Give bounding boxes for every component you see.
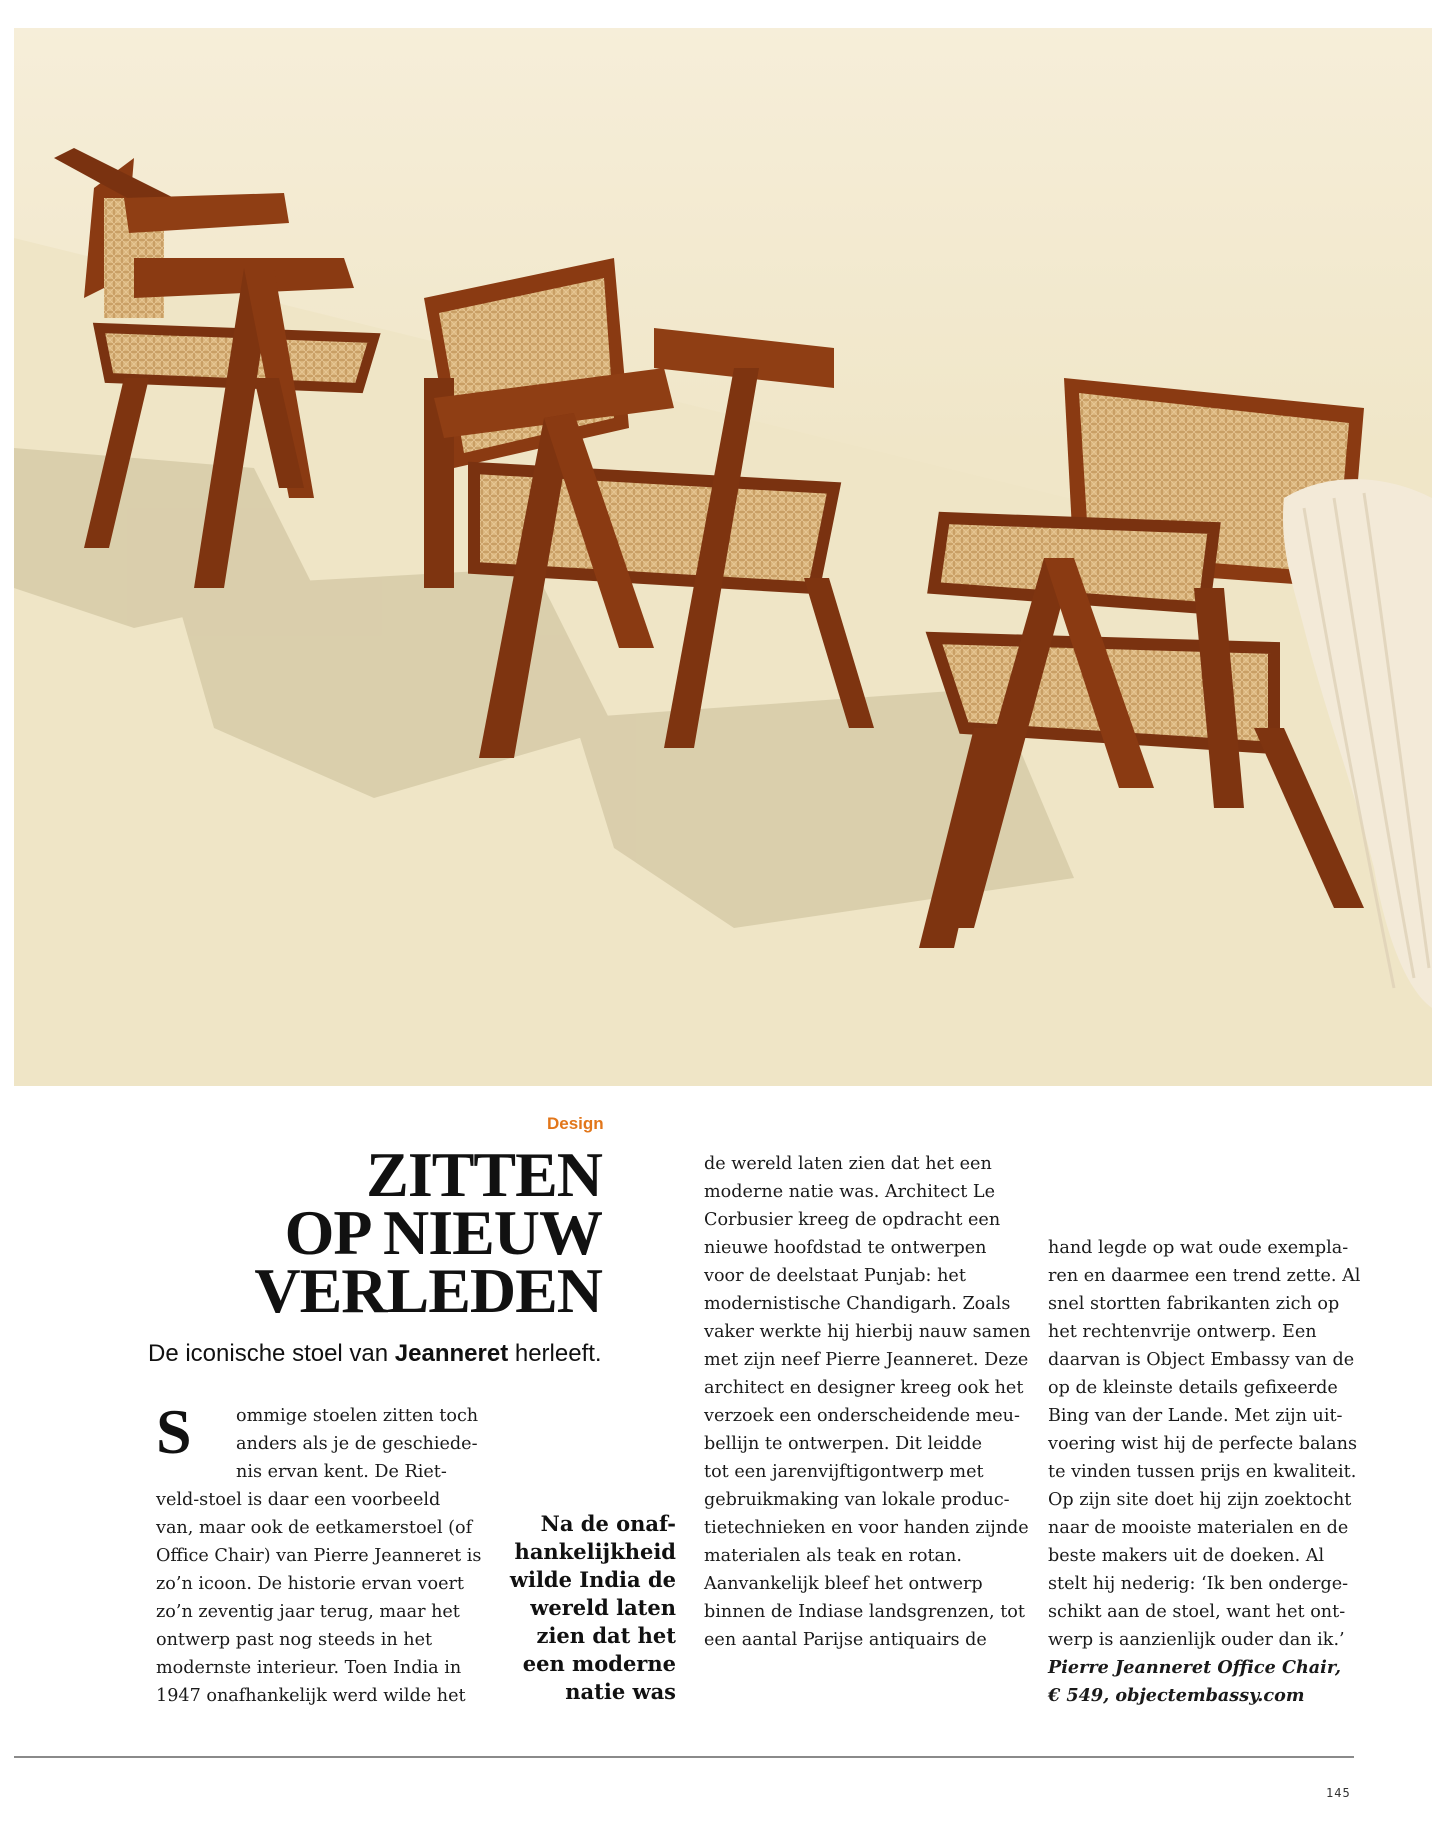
- deck-name: Jeanneret: [394, 1340, 509, 1367]
- pull-quote-line: Na de onaf-: [540, 1511, 676, 1536]
- body-line: materialen als teak en rotan.: [704, 1546, 962, 1566]
- body-line: modernistische Chandigarh. Zoals: [704, 1294, 1011, 1314]
- body-line: tietechnieken en voor handen zijnde: [704, 1518, 1029, 1538]
- headline-line: VERLEDEN: [254, 1255, 602, 1326]
- body-line: stelt hij nederig: ‘Ik ben onderge-: [1048, 1574, 1349, 1594]
- chairs-illustration: [14, 28, 1432, 1086]
- footer-rule: [14, 1756, 1354, 1758]
- body-line: Corbusier kreeg de opdracht een: [704, 1210, 1001, 1230]
- body-line: nieuwe hoofdstad te ontwerpen: [704, 1238, 987, 1258]
- pull-quote-line: hankelijkheid: [514, 1539, 676, 1564]
- pull-quote: [490, 1510, 676, 1706]
- body-line: voor de deelstaat Punjab: het: [704, 1266, 966, 1286]
- body-line: Op zijn site doet hij zijn zoektocht: [1048, 1490, 1352, 1510]
- body-line: anders als je de geschiede-: [236, 1434, 478, 1454]
- product-credit: Pierre Jeanneret Office Chair,: [1048, 1657, 1341, 1678]
- body-line: het rechtenvrije ontwerp. Een: [1048, 1322, 1317, 1342]
- pull-quote-line: wilde India de: [509, 1567, 676, 1592]
- section-kicker: Design: [547, 1114, 604, 1133]
- body-line: vaker werkte hij hierbij nauw samen: [704, 1322, 1031, 1342]
- body-line: zo’n zeventig jaar terug, maar het: [156, 1602, 460, 1622]
- deck-post: herleeft.: [508, 1340, 602, 1367]
- body-line: modernste interieur. Toen India in: [156, 1658, 462, 1678]
- body-line: Aanvankelijk bleef het ontwerp: [704, 1574, 983, 1594]
- headline-line: ZITTEN: [366, 1139, 602, 1210]
- body-line: snel stortten fabrikanten zich op: [1048, 1294, 1340, 1314]
- body-line: ren en daarmee een trend zette. Al: [1048, 1266, 1361, 1286]
- body-line: een aantal Parijse antiquairs de: [704, 1630, 987, 1650]
- body-line: beste makers uit de doeken. Al: [1048, 1546, 1325, 1566]
- body-line: voering wist hij de perfecte balans: [1048, 1434, 1357, 1454]
- body-line: ommige stoelen zitten toch: [236, 1406, 479, 1426]
- body-line: 1947 onafhankelijk werd wilde het: [156, 1686, 466, 1706]
- body-line: van, maar ook de eetkamerstoel (of: [156, 1518, 473, 1538]
- deck: [148, 1340, 618, 1368]
- body-line: architect en designer kreeg ook het: [704, 1378, 1024, 1398]
- body-line: op de kleinste details gefixeerde: [1048, 1378, 1338, 1398]
- body-line: moderne natie was. Architect Le: [704, 1182, 996, 1202]
- body-column-3: [1048, 1234, 1368, 1710]
- product-credit: € 549, objectembassy.com: [1048, 1685, 1305, 1706]
- deck-pre: De iconische stoel van: [148, 1340, 395, 1367]
- body-column-1: [156, 1396, 482, 1710]
- body-line: hand legde op wat oude exempla-: [1048, 1238, 1349, 1258]
- pull-quote-line: een moderne: [522, 1651, 676, 1676]
- body-line: Bing van der Lande. Met zijn uit-: [1048, 1406, 1343, 1426]
- pull-quote-line: zien dat het: [536, 1623, 676, 1648]
- body-line: schikt aan de stoel, want het ont-: [1048, 1602, 1346, 1622]
- body-line: veld-stoel is daar een voorbeeld: [156, 1490, 441, 1510]
- drop-cap: S: [156, 1396, 192, 1467]
- headline-line: OP NIEUW: [284, 1197, 602, 1268]
- body-line: met zijn neef Pierre Jeanneret. Deze: [704, 1350, 1029, 1370]
- body-line: Office Chair) van Pierre Jeanneret is: [156, 1546, 482, 1566]
- body-line: nis ervan kent. De Riet-: [236, 1462, 447, 1482]
- body-line: tot een jarenvijftigontwerp met: [704, 1462, 984, 1482]
- pull-quote-line: natie was: [565, 1679, 676, 1704]
- body-line: daarvan is Object Embassy van de: [1048, 1350, 1355, 1370]
- body-line: zo’n icoon. De historie ervan voert: [156, 1574, 464, 1594]
- body-line: werp is aanzienlijk ouder dan ik.’: [1048, 1630, 1345, 1650]
- body-line: bellijn te ontwerpen. Dit leidde: [704, 1434, 983, 1454]
- pull-quote-line: wereld laten: [530, 1595, 676, 1620]
- body-line: binnen de Indiase landsgrenzen, tot: [704, 1602, 1025, 1622]
- hero-photo: [14, 28, 1432, 1086]
- body-line: te vinden tussen prijs en kwaliteit.: [1048, 1462, 1357, 1482]
- page-number: 145: [1326, 1786, 1351, 1800]
- body-line: gebruikmaking van lokale produc-: [704, 1490, 1010, 1510]
- body-line: de wereld laten zien dat het een: [704, 1154, 992, 1174]
- body-column-2: [704, 1150, 1031, 1654]
- body-line: ontwerp past nog steeds in het: [156, 1630, 433, 1650]
- body-line: naar de mooiste materialen en de: [1048, 1518, 1349, 1538]
- headline: [150, 1139, 602, 1326]
- body-line: verzoek een onderscheidende meu-: [704, 1406, 1020, 1426]
